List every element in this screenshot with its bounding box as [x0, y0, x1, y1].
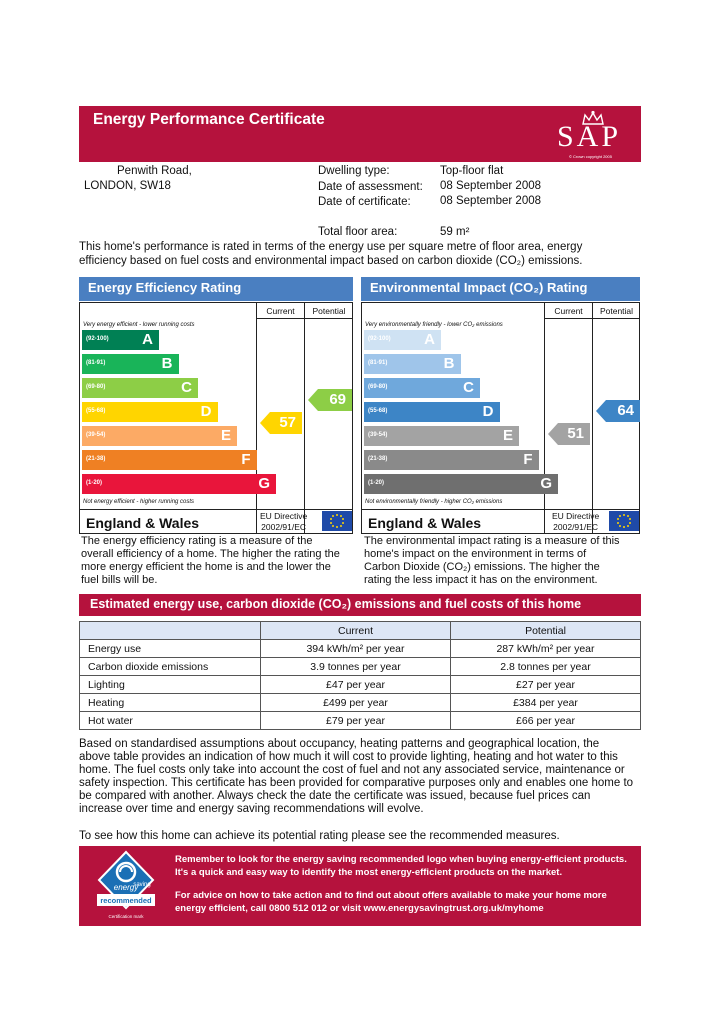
- explanation-line: be compared with another. Always check the date the certificate was issued, because fuel prices can: [79, 790, 591, 802]
- costs-cell-label: Lighting: [80, 676, 261, 694]
- environmental-description-line: home's impact on the environment in terms of: [364, 548, 587, 560]
- logo-caption: Certification mark: [108, 914, 144, 919]
- environmental-band-range: (21-38): [368, 456, 388, 462]
- environmental-band-range: (55-68): [368, 408, 388, 414]
- floor-area-label: Total floor area:: [318, 226, 398, 238]
- efficiency-description-line: The energy efficiency rating is a measure of the: [81, 535, 313, 547]
- efficiency-potential-value: 69: [329, 391, 346, 408]
- costs-potential-header: Potential: [451, 622, 641, 640]
- dwelling-type-label: Dwelling type:: [318, 165, 390, 177]
- environmental-band-letter: G: [540, 475, 552, 492]
- eu-flag-icon: [322, 511, 352, 531]
- environmental-potential-header: Potential: [599, 306, 634, 316]
- assessment-date-value: 08 September 2008: [440, 180, 542, 192]
- recommendation-line: To see how this home can achieve its potential rating please see the recommended measures.: [79, 830, 560, 842]
- efficiency-region: England & Wales: [86, 515, 200, 531]
- explanation-line: increase over time and energy saving recommendations will evolve.: [79, 803, 424, 815]
- sap-copyright: © Crown copyright 2005: [569, 154, 612, 159]
- efficiency-current-header: Current: [266, 306, 295, 316]
- intro-line-1: This home's performance is rated in terms of the energy use per square metre of floor area, energy: [79, 241, 583, 253]
- environmental-current-value: 51: [567, 425, 584, 442]
- assessment-date-label: Date of assessment:: [318, 181, 423, 193]
- costs-row: [80, 694, 641, 712]
- explanation-line: above table provides an indication of how much it will cost to provide lighting, heating and hot water to this: [79, 751, 618, 763]
- efficiency-band-range: (55-68): [86, 408, 106, 414]
- environmental-band-letter: F: [523, 451, 533, 468]
- efficiency-band-letter: B: [161, 355, 173, 372]
- certificate-date-label: Date of certificate:: [318, 196, 411, 208]
- energy-saving-recommended-logo: [91, 850, 161, 920]
- address-line-1: Penwith Road,: [117, 165, 192, 177]
- environmental-band-a: [364, 330, 441, 350]
- environmental-potential-rating: [596, 400, 640, 422]
- costs-cell-potential: £66 per year: [451, 712, 641, 730]
- floor-area-value: 59 m²: [440, 226, 470, 238]
- efficiency-band-letter: G: [258, 475, 270, 492]
- explanation-line: home. The fuel costs only take into account the cost of fuel and not any associated service, maintenance or: [79, 764, 625, 776]
- efficiency-bottom-note: Not energy efficient - higher running costs: [83, 499, 195, 505]
- efficiency-band-range: (81-91): [86, 360, 106, 366]
- efficiency-description-line: fuel bills will be.: [81, 574, 158, 586]
- logo-word-recommended: recommended: [100, 896, 152, 905]
- costs-cell-potential: 287 kWh/m² per year: [451, 640, 641, 658]
- sap-logo: [555, 110, 635, 160]
- efficiency-band-letter: E: [220, 427, 231, 444]
- banner-line-2: It's a quick and easy way to identify the most energy-efficient products on the market.: [175, 867, 563, 878]
- certificate-date-value: 08 September 2008: [440, 195, 542, 207]
- efficiency-current-value: 57: [279, 414, 296, 431]
- efficiency-current-rating: [260, 412, 302, 434]
- costs-blank-header: [80, 622, 261, 640]
- environmental-band-d: [364, 402, 500, 422]
- efficiency-band-d: [82, 402, 218, 422]
- environmental-band-b: [364, 354, 461, 374]
- costs-cell-current: £47 per year: [261, 676, 451, 694]
- environmental-band-f: [364, 450, 539, 470]
- sap-logo-text: SAP: [557, 120, 622, 153]
- environmental-rating-heading: Environmental Impact (CO₂) Rating: [361, 277, 640, 301]
- energy-saving-banner: [79, 846, 641, 926]
- efficiency-band-letter: C: [181, 379, 192, 396]
- environmental-band-e: [364, 426, 519, 446]
- environmental-band-letter: E: [502, 427, 513, 444]
- costs-table: [79, 621, 641, 730]
- efficiency-band-range: (21-38): [86, 456, 106, 462]
- efficiency-rating-heading: Energy Efficiency Rating: [79, 277, 353, 301]
- efficiency-top-note: Very energy efficient - lower running costs: [83, 322, 195, 328]
- energy-saving-trust-link[interactable]: www.energysavingtrust.org.uk/myhome: [363, 903, 544, 914]
- environmental-band-g: [364, 474, 558, 494]
- environmental-band-letter: C: [463, 379, 474, 396]
- efficiency-eu-directive: EU Directive 2002/91/EC: [260, 511, 308, 532]
- efficiency-band-f: [82, 450, 257, 470]
- costs-cell-label: Energy use: [80, 640, 261, 658]
- costs-cell-current: £499 per year: [261, 694, 451, 712]
- efficiency-band-range: (69-80): [86, 384, 106, 390]
- explanation-line: Based on standardised assumptions about occupancy, heating patterns and geographical location, the: [79, 738, 600, 750]
- efficiency-band-a: [82, 330, 159, 350]
- efficiency-description-line: more energy efficient the home is and the lower the: [81, 561, 331, 573]
- efficiency-band-letter: F: [241, 451, 251, 468]
- costs-cell-potential: £384 per year: [451, 694, 641, 712]
- environmental-top-note: Very environmentally friendly - lower CO₂ emissions: [365, 322, 503, 328]
- environmental-description-line: The environmental impact rating is a measure of this: [364, 535, 620, 547]
- environmental-potential-value: 64: [617, 402, 634, 419]
- explanation-line: safety inspection. This certificate has been provided for comparative purposes only and enables one home to: [79, 777, 634, 789]
- efficiency-band-letter: D: [200, 403, 212, 420]
- environmental-band-range: (92-100): [368, 336, 391, 342]
- efficiency-band-range: (92-100): [86, 336, 109, 342]
- eu-flag-icon: [609, 511, 639, 531]
- environmental-band-range: (69-80): [368, 384, 388, 390]
- environmental-eu-directive: EU Directive 2002/91/EC: [552, 511, 600, 532]
- efficiency-band-range: (39-54): [86, 432, 106, 438]
- costs-cell-potential: 2.8 tonnes per year: [451, 658, 641, 676]
- costs-current-header: Current: [261, 622, 451, 640]
- efficiency-band-g: [82, 474, 276, 494]
- banner-line-3: For advice on how to take action and to find out about offers available to make your home more: [175, 890, 607, 901]
- environmental-band-letter: D: [482, 403, 494, 420]
- address-line-2: LONDON, SW18: [84, 180, 171, 192]
- efficiency-band-b: [82, 354, 179, 374]
- certificate-title: Energy Performance Certificate: [93, 111, 325, 128]
- environmental-band-range: (81-91): [368, 360, 388, 366]
- banner-line-4: energy efficient, call 0800 512 012 or visit www.energysavingtrust.org.uk/myhome: [175, 903, 544, 914]
- efficiency-band-range: (1-20): [86, 480, 103, 486]
- efficiency-rating-chart: [79, 302, 353, 534]
- environmental-description-line: Carbon Dioxide (CO₂) emissions. The higher the: [364, 561, 600, 573]
- costs-heading: Estimated energy use, carbon dioxide (CO₂) emissions and fuel costs of this home: [79, 594, 641, 616]
- efficiency-description-line: overall efficiency of a home. The higher the rating the: [81, 548, 340, 560]
- environmental-band-range: (1-20): [368, 480, 385, 486]
- costs-cell-current: 3.9 tonnes per year: [261, 658, 451, 676]
- dwelling-type-value: Top-floor flat: [440, 165, 504, 177]
- costs-cell-current: £79 per year: [261, 712, 451, 730]
- costs-row: [80, 712, 641, 730]
- efficiency-potential-rating: [308, 389, 352, 411]
- environmental-current-rating: [548, 423, 590, 445]
- costs-cell-potential: £27 per year: [451, 676, 641, 694]
- logo-word-saving: saving: [133, 882, 151, 888]
- environmental-band-c: [364, 378, 480, 398]
- efficiency-potential-header: Potential: [312, 306, 346, 316]
- environmental-band-range: (39-54): [368, 432, 388, 438]
- environmental-rating-chart: [361, 302, 640, 534]
- environmental-band-letter: A: [424, 331, 435, 348]
- costs-row: [80, 676, 641, 694]
- environmental-band-letter: B: [443, 355, 455, 372]
- costs-row: [80, 658, 641, 676]
- environmental-region: England & Wales: [368, 515, 482, 531]
- certificate-header: [79, 106, 641, 162]
- logo-word-energy: energy: [113, 883, 139, 892]
- costs-cell-label: Carbon dioxide emissions: [80, 658, 261, 676]
- environmental-bottom-note: Not environmentally friendly - higher CO₂ emissions: [365, 499, 503, 505]
- costs-cell-label: Heating: [80, 694, 261, 712]
- costs-cell-current: 394 kWh/m² per year: [261, 640, 451, 658]
- banner-line-1: Remember to look for the energy saving recommended logo when buying energy-efficient products.: [175, 854, 627, 865]
- costs-row: [80, 640, 641, 658]
- intro-line-2: efficiency based on fuel costs and environmental impact based on carbon dioxide (CO₂) emissions.: [79, 255, 583, 267]
- environmental-current-header: Current: [554, 306, 583, 316]
- efficiency-band-e: [82, 426, 237, 446]
- efficiency-band-letter: A: [142, 331, 153, 348]
- costs-cell-label: Hot water: [80, 712, 261, 730]
- efficiency-band-c: [82, 378, 198, 398]
- environmental-description-line: rating the less impact it has on the environment.: [364, 574, 598, 586]
